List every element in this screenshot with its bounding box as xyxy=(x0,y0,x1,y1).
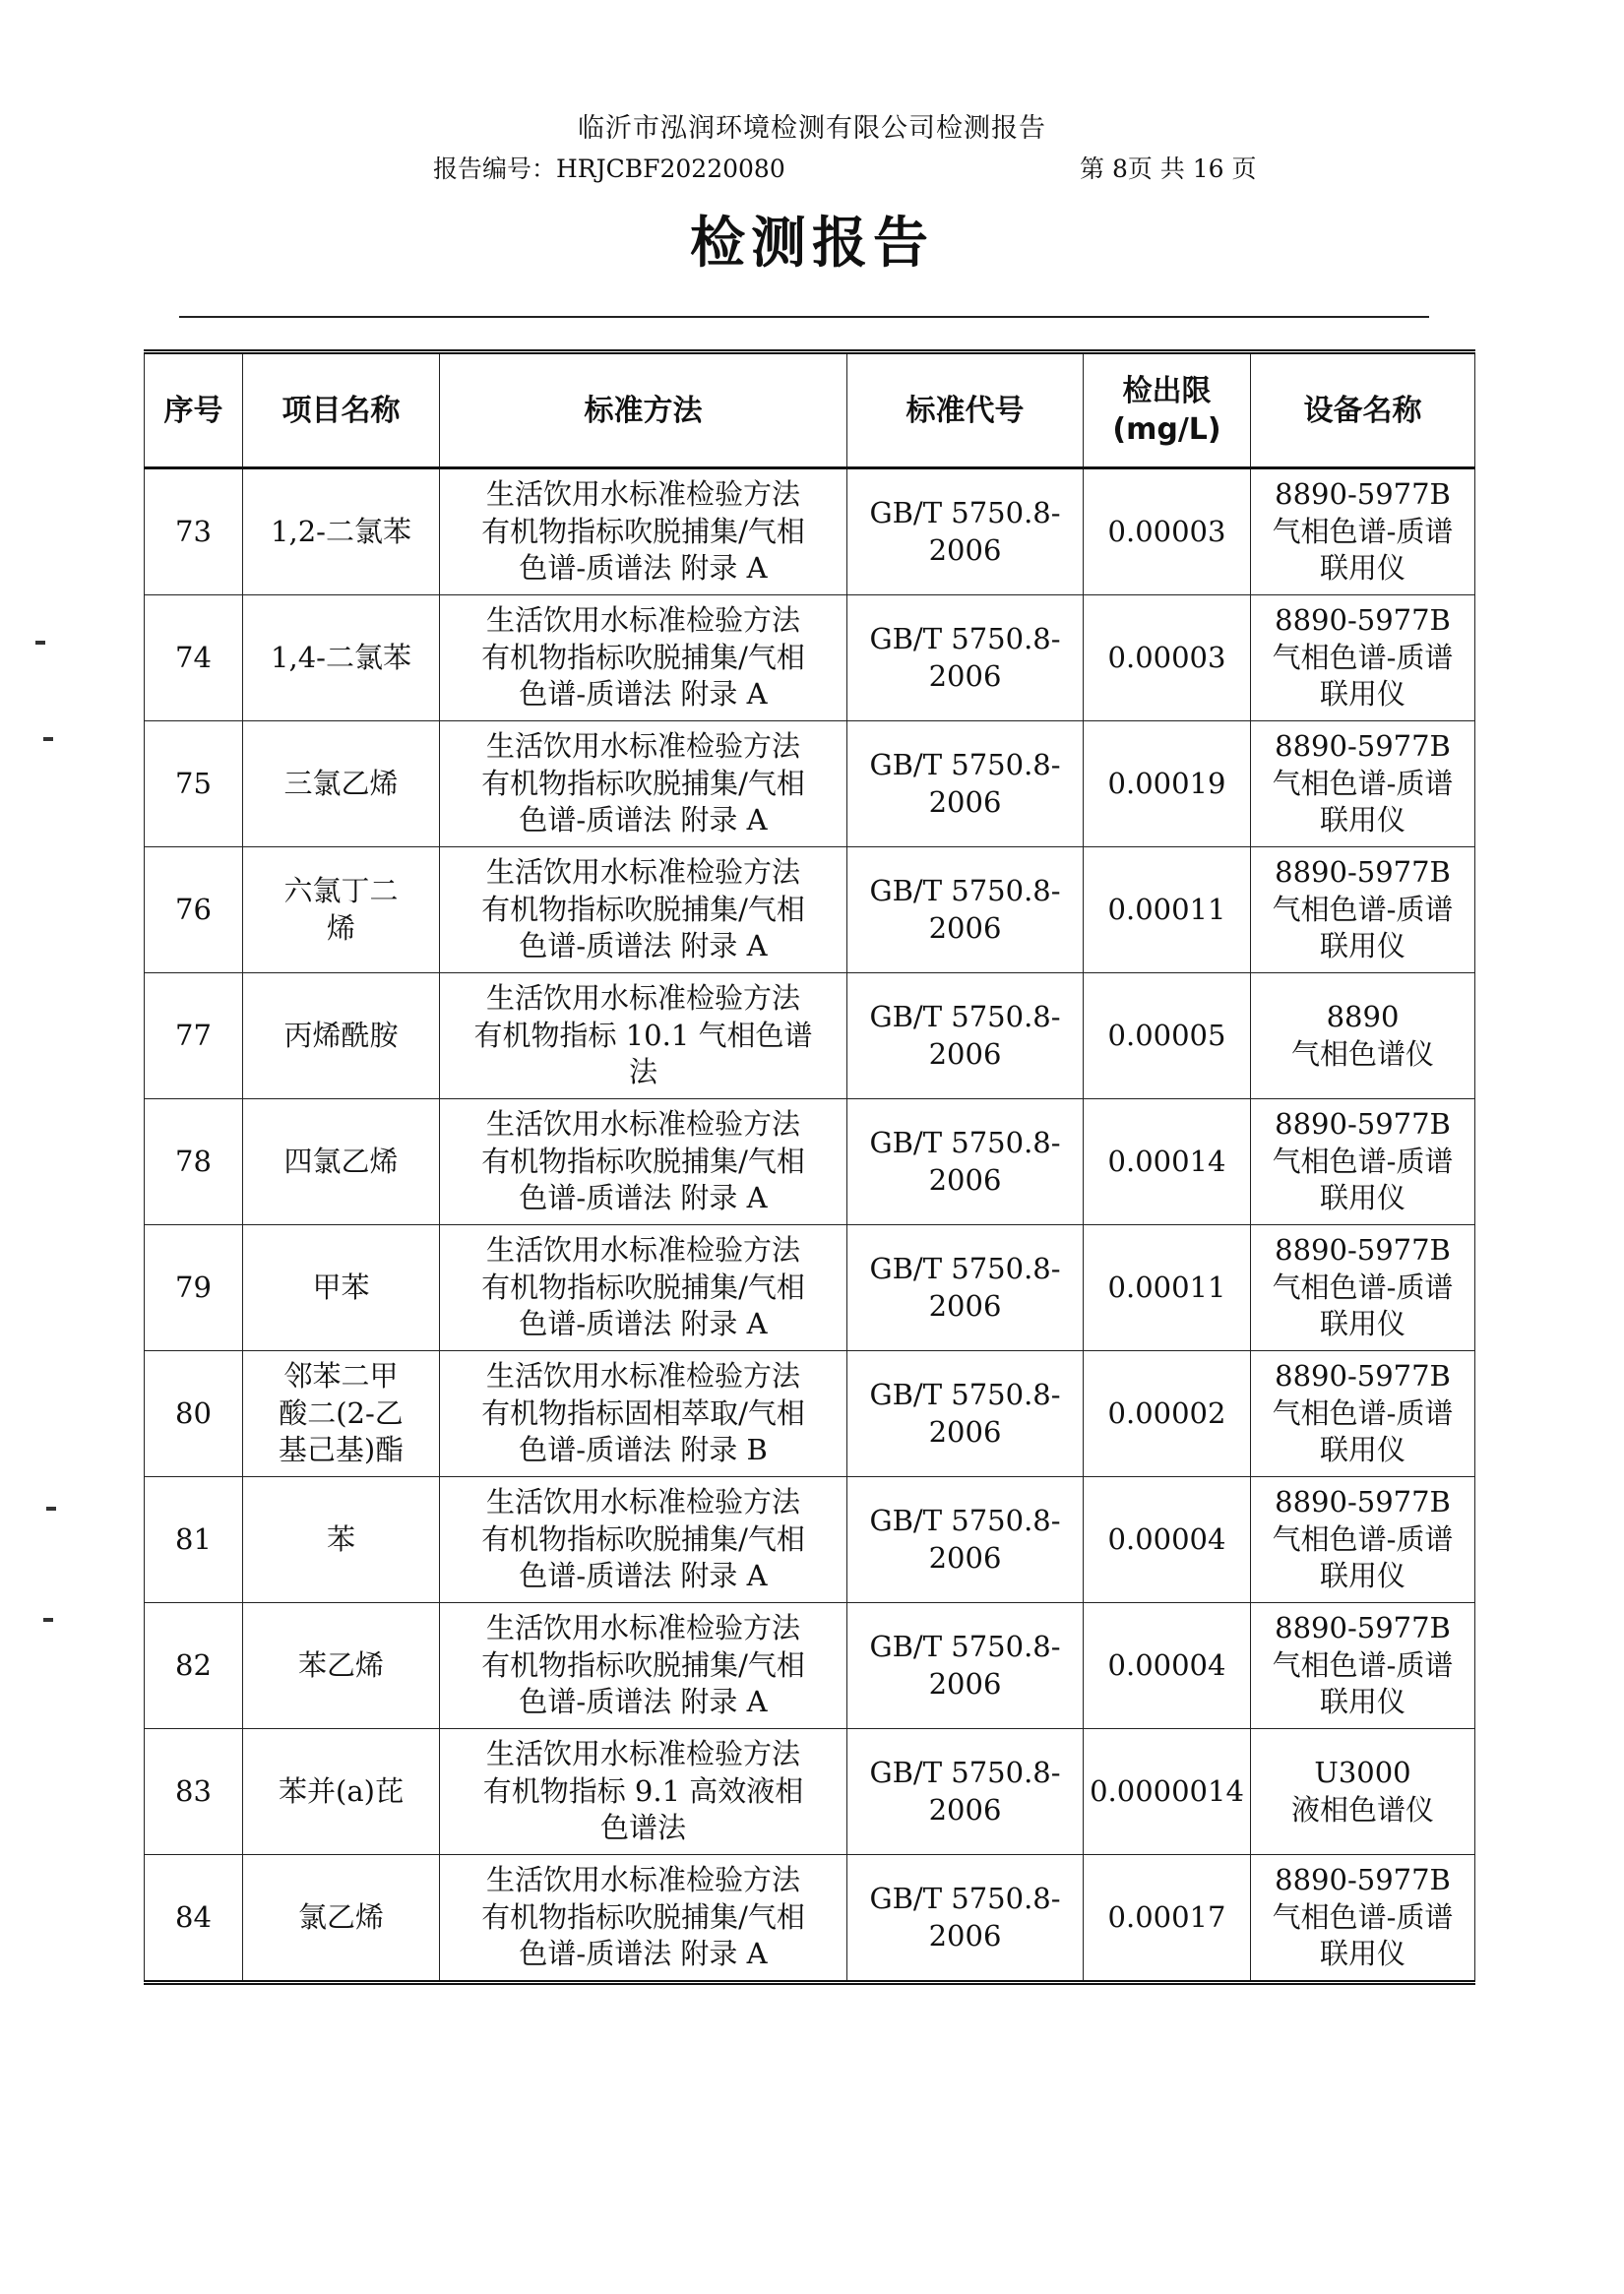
cell-seq: 73 xyxy=(145,468,243,595)
cell-code: GB/T 5750.8- 2006 xyxy=(847,721,1084,847)
cell-equipment: 8890 气相色谱仪 xyxy=(1251,973,1475,1099)
cell-limit: 0.00011 xyxy=(1084,1225,1251,1351)
cell-limit: 0.0000014 xyxy=(1084,1729,1251,1855)
cell-seq: 84 xyxy=(145,1855,243,1983)
cell-seq: 76 xyxy=(145,847,243,973)
cell-method: 生活饮用水标准检验方法 有机物指标吹脱捕集/气相 色谱-质谱法 附录 A xyxy=(440,1855,847,1983)
cell-limit: 0.00011 xyxy=(1084,847,1251,973)
cell-limit: 0.00014 xyxy=(1084,1099,1251,1225)
table-row xyxy=(145,1099,1475,1225)
column-header-item: 项目名称 xyxy=(243,352,440,468)
column-header-code: 标准代号 xyxy=(847,352,1084,468)
page-number: 第 8页 共 16 页 xyxy=(1080,155,1257,183)
table-row xyxy=(145,1603,1475,1729)
cell-code: GB/T 5750.8- 2006 xyxy=(847,847,1084,973)
cell-item: 1,2-二氯苯 xyxy=(243,468,440,595)
cell-method: 生活饮用水标准检验方法 有机物指标固相萃取/气相 色谱-质谱法 附录 B xyxy=(440,1351,847,1477)
cell-method: 生活饮用水标准检验方法 有机物指标吹脱捕集/气相 色谱-质谱法 附录 A xyxy=(440,1603,847,1729)
cell-equipment: 8890-5977B 气相色谱-质谱 联用仪 xyxy=(1251,468,1475,595)
cell-limit: 0.00017 xyxy=(1084,1855,1251,1983)
scan-mark xyxy=(43,737,53,741)
cell-method: 生活饮用水标准检验方法 有机物指标吹脱捕集/气相 色谱-质谱法 附录 A xyxy=(440,1099,847,1225)
cell-equipment: 8890-5977B 气相色谱-质谱 联用仪 xyxy=(1251,721,1475,847)
cell-seq: 79 xyxy=(145,1225,243,1351)
cell-seq: 82 xyxy=(145,1603,243,1729)
cell-item: 1,4-二氯苯 xyxy=(243,595,440,721)
cell-item: 四氯乙烯 xyxy=(243,1099,440,1225)
cell-limit: 0.00003 xyxy=(1084,595,1251,721)
cell-equipment: 8890-5977B 气相色谱-质谱 联用仪 xyxy=(1251,595,1475,721)
cell-code: GB/T 5750.8- 2006 xyxy=(847,1351,1084,1477)
table-row xyxy=(145,1225,1475,1351)
table-row xyxy=(145,1477,1475,1603)
table-row xyxy=(145,1855,1475,1983)
column-header-seq: 序号 xyxy=(145,352,243,468)
cell-method: 生活饮用水标准检验方法 有机物指标吹脱捕集/气相 色谱-质谱法 附录 A xyxy=(440,595,847,721)
cell-limit: 0.00002 xyxy=(1084,1351,1251,1477)
cell-item: 氯乙烯 xyxy=(243,1855,440,1983)
cell-code: GB/T 5750.8- 2006 xyxy=(847,1855,1084,1983)
cell-code: GB/T 5750.8- 2006 xyxy=(847,973,1084,1099)
cell-equipment: 8890-5977B 气相色谱-质谱 联用仪 xyxy=(1251,847,1475,973)
cell-item: 丙烯酰胺 xyxy=(243,973,440,1099)
cell-seq: 78 xyxy=(145,1099,243,1225)
table-header-row xyxy=(145,352,1475,468)
cell-item: 苯乙烯 xyxy=(243,1603,440,1729)
table-body xyxy=(145,468,1475,1983)
cell-item: 邻苯二甲 酸二(2-乙 基己基)酯 xyxy=(243,1351,440,1477)
cell-seq: 75 xyxy=(145,721,243,847)
cell-equipment: 8890-5977B 气相色谱-质谱 联用仪 xyxy=(1251,1603,1475,1729)
table-row xyxy=(145,468,1475,595)
cell-equipment: 8890-5977B 气相色谱-质谱 联用仪 xyxy=(1251,1225,1475,1351)
document-title: 检测报告 xyxy=(690,212,934,276)
cell-method: 生活饮用水标准检验方法 有机物指标吹脱捕集/气相 色谱-质谱法 附录 A xyxy=(440,721,847,847)
cell-item: 苯 xyxy=(243,1477,440,1603)
table-row xyxy=(145,1729,1475,1855)
cell-seq: 80 xyxy=(145,1351,243,1477)
report-number: 报告编号：HRJCBF20220080 xyxy=(433,155,785,183)
cell-item: 六氯丁二 烯 xyxy=(243,847,440,973)
cell-equipment: 8890-5977B 气相色谱-质谱 联用仪 xyxy=(1251,1351,1475,1477)
table-row xyxy=(145,973,1475,1099)
column-header-method: 标准方法 xyxy=(440,352,847,468)
cell-method: 生活饮用水标准检验方法 有机物指标吹脱捕集/气相 色谱-质谱法 附录 A xyxy=(440,847,847,973)
cell-equipment: 8890-5977B 气相色谱-质谱 联用仪 xyxy=(1251,1099,1475,1225)
table-row xyxy=(145,847,1475,973)
cell-limit: 0.00019 xyxy=(1084,721,1251,847)
cell-method: 生活饮用水标准检验方法 有机物指标 10.1 气相色谱 法 xyxy=(440,973,847,1099)
cell-equipment: 8890-5977B 气相色谱-质谱 联用仪 xyxy=(1251,1855,1475,1983)
column-header-equipment: 设备名称 xyxy=(1251,352,1475,468)
company-report-heading: 临沂市泓润环境检测有限公司检测报告 xyxy=(578,113,1046,144)
cell-code: GB/T 5750.8- 2006 xyxy=(847,468,1084,595)
scan-mark xyxy=(43,1618,53,1622)
cell-equipment: 8890-5977B 气相色谱-质谱 联用仪 xyxy=(1251,1477,1475,1603)
cell-code: GB/T 5750.8- 2006 xyxy=(847,1099,1084,1225)
cell-equipment: U3000 液相色谱仪 xyxy=(1251,1729,1475,1855)
cell-code: GB/T 5750.8- 2006 xyxy=(847,1477,1084,1603)
cell-limit: 0.00004 xyxy=(1084,1603,1251,1729)
cell-code: GB/T 5750.8- 2006 xyxy=(847,1729,1084,1855)
cell-method: 生活饮用水标准检验方法 有机物指标吹脱捕集/气相 色谱-质谱法 附录 A xyxy=(440,1225,847,1351)
cell-seq: 74 xyxy=(145,595,243,721)
table-row xyxy=(145,1351,1475,1477)
cell-method: 生活饮用水标准检验方法 有机物指标 9.1 高效液相 色谱法 xyxy=(440,1729,847,1855)
header-divider xyxy=(179,316,1429,318)
table-row xyxy=(145,595,1475,721)
column-header-limit: 检出限 (mg/L) xyxy=(1084,352,1251,468)
cell-limit: 0.00003 xyxy=(1084,468,1251,595)
scan-mark xyxy=(46,1507,56,1511)
cell-limit: 0.00005 xyxy=(1084,973,1251,1099)
cell-code: GB/T 5750.8- 2006 xyxy=(847,1603,1084,1729)
cell-item: 苯并(a)芘 xyxy=(243,1729,440,1855)
cell-seq: 83 xyxy=(145,1729,243,1855)
cell-item: 甲苯 xyxy=(243,1225,440,1351)
table-row xyxy=(145,721,1475,847)
cell-seq: 81 xyxy=(145,1477,243,1603)
cell-method: 生活饮用水标准检验方法 有机物指标吹脱捕集/气相 色谱-质谱法 附录 A xyxy=(440,1477,847,1603)
cell-limit: 0.00004 xyxy=(1084,1477,1251,1603)
cell-code: GB/T 5750.8- 2006 xyxy=(847,1225,1084,1351)
scan-mark xyxy=(35,641,45,645)
cell-method: 生活饮用水标准检验方法 有机物指标吹脱捕集/气相 色谱-质谱法 附录 A xyxy=(440,468,847,595)
cell-item: 三氯乙烯 xyxy=(243,721,440,847)
cell-code: GB/T 5750.8- 2006 xyxy=(847,595,1084,721)
detection-items-table xyxy=(144,349,1475,1985)
cell-seq: 77 xyxy=(145,973,243,1099)
